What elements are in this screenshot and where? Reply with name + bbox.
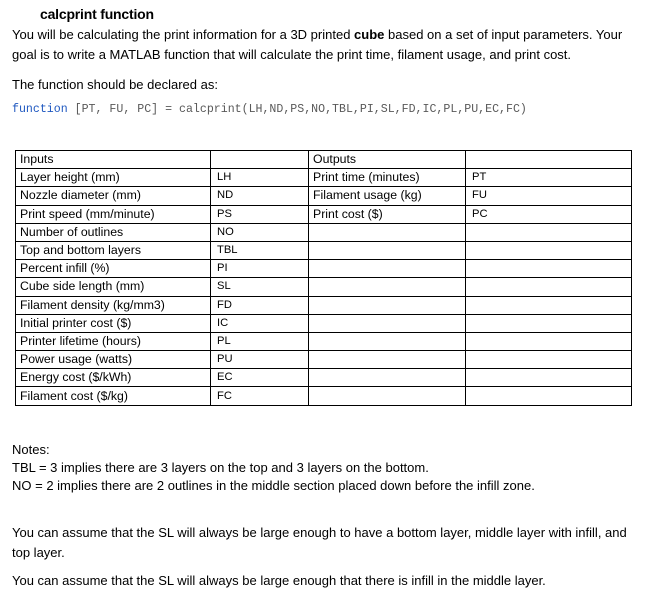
input-label: Filament cost ($/kg) <box>16 387 211 405</box>
empty-cell <box>309 223 466 241</box>
input-code: FD <box>211 296 309 314</box>
input-code: PU <box>211 351 309 369</box>
function-signature <box>12 103 527 116</box>
input-label: Initial printer cost ($) <box>16 314 211 332</box>
inputs-header: Inputs <box>16 151 211 169</box>
empty-cell <box>309 241 466 259</box>
table-row <box>16 260 632 278</box>
table-row <box>16 387 632 405</box>
empty-cell <box>466 260 632 278</box>
empty-cell <box>466 314 632 332</box>
output-label: Print time (minutes) <box>309 169 466 187</box>
table-row <box>16 169 632 187</box>
notes-header: Notes: <box>12 442 50 457</box>
table-row <box>16 332 632 350</box>
outputs-header: Outputs <box>309 151 466 169</box>
table-row <box>16 278 632 296</box>
input-label: Number of outlines <box>16 223 211 241</box>
page-title: calcprint function <box>40 6 154 22</box>
empty-cell <box>466 387 632 405</box>
note-line-no: NO = 2 implies there are 2 outlines in the middle section placed down before the infill zone. <box>12 478 535 493</box>
empty-cell <box>466 332 632 350</box>
empty-cell <box>309 369 466 387</box>
parameters-table <box>15 150 632 406</box>
table-row <box>16 241 632 259</box>
empty-cell <box>466 296 632 314</box>
empty-cell <box>309 278 466 296</box>
code-signature: [PT, FU, PC] = calcprint(LH,ND,PS,NO,TBL,PI,SL,FD,IC,PL,PU,EC,FC) <box>67 103 527 116</box>
input-code: TBL <box>211 241 309 259</box>
input-code: PI <box>211 260 309 278</box>
parameters-table-body <box>16 151 632 406</box>
input-label: Power usage (watts) <box>16 351 211 369</box>
intro-text-end: based on a set of input parameters. Your goal is to write a MATLAB function that will calculate the print time, filament usage, and print cost. <box>12 27 623 62</box>
table-row <box>16 187 632 205</box>
declaration-text: The function should be declared as: <box>12 77 218 92</box>
intro-paragraph <box>12 25 647 65</box>
table-row <box>16 296 632 314</box>
note-line-tbl: TBL = 3 implies there are 3 layers on the top and 3 layers on the bottom. <box>12 460 429 475</box>
input-code: NO <box>211 223 309 241</box>
empty-cell <box>466 223 632 241</box>
empty-cell <box>466 241 632 259</box>
output-label: Print cost ($) <box>309 205 466 223</box>
code-keyword: function <box>12 103 68 116</box>
assumption-one: You can assume that the SL will always be large enough to have a bottom layer, middle layer with infill, and top layer. <box>12 525 627 560</box>
outputs-header-code-cell <box>466 151 632 169</box>
input-label: Printer lifetime (hours) <box>16 332 211 350</box>
input-code: PL <box>211 332 309 350</box>
empty-cell <box>309 296 466 314</box>
input-code: PS <box>211 205 309 223</box>
input-code: EC <box>211 369 309 387</box>
input-code: ND <box>211 187 309 205</box>
empty-cell <box>309 332 466 350</box>
empty-cell <box>466 278 632 296</box>
table-row <box>16 369 632 387</box>
input-label: Filament density (kg/mm3) <box>16 296 211 314</box>
empty-cell <box>466 369 632 387</box>
input-code: LH <box>211 169 309 187</box>
inputs-header-code-cell <box>211 151 309 169</box>
input-code: SL <box>211 278 309 296</box>
empty-cell <box>309 260 466 278</box>
input-label: Nozzle diameter (mm) <box>16 187 211 205</box>
empty-cell <box>309 351 466 369</box>
table-row <box>16 314 632 332</box>
input-code: FC <box>211 387 309 405</box>
input-label: Layer height (mm) <box>16 169 211 187</box>
input-label: Print speed (mm/minute) <box>16 205 211 223</box>
table-row <box>16 205 632 223</box>
input-label: Energy cost ($/kWh) <box>16 369 211 387</box>
table-row <box>16 223 632 241</box>
table-row <box>16 351 632 369</box>
empty-cell <box>309 314 466 332</box>
input-code: IC <box>211 314 309 332</box>
output-code: PC <box>466 205 632 223</box>
empty-cell <box>466 351 632 369</box>
input-label: Top and bottom layers <box>16 241 211 259</box>
output-code: FU <box>466 187 632 205</box>
table-row <box>16 151 632 169</box>
input-label: Percent infill (%) <box>16 260 211 278</box>
input-label: Cube side length (mm) <box>16 278 211 296</box>
empty-cell <box>309 387 466 405</box>
output-code: PT <box>466 169 632 187</box>
intro-text-start: You will be calculating the print information for a 3D printed <box>12 27 355 42</box>
assumption-two: You can assume that the SL will always be large enough that there is infill in the middle layer. <box>12 573 546 588</box>
output-label: Filament usage (kg) <box>309 187 466 205</box>
intro-bold-word: cube <box>354 27 385 42</box>
